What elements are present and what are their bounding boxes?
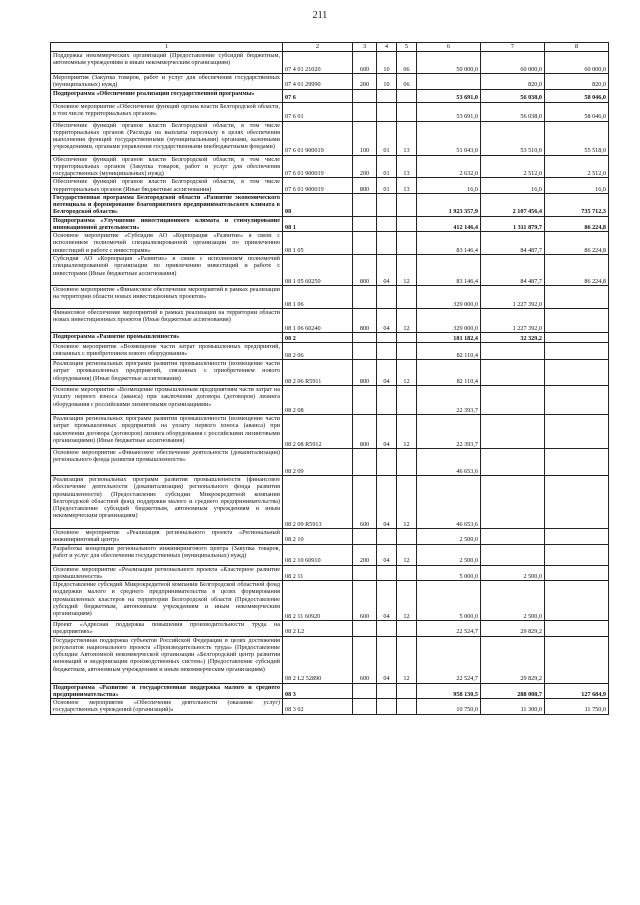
row-name: Подпрограмма «Улучшение инвестиционного климата и стимулирование инновационной деятельности» [51,216,283,232]
row-expense-type: 800 [353,360,377,386]
row-name: Финансовое обеспечение мероприятий в рамках реализации на территории области новых инвестиционных проектов (Иные бюджетные ассигнования) [51,309,283,333]
row-subsection [397,343,417,360]
row-expense-type [353,683,377,699]
row-expense-type: 800 [353,178,377,194]
row-amount-year1: 10 750,0 [417,699,481,715]
table-row [51,529,609,545]
row-amount-year3: 86 224,8 [545,255,609,286]
row-expense-type [353,621,377,637]
row-code: 07 4 01 29990 [283,74,353,90]
row-code: 07 6 01 900019 [283,121,353,155]
row-subsection [397,333,417,343]
row-amount-year1: 46 653,6 [417,449,481,476]
row-amount-year1: 83 146,4 [417,232,481,255]
row-code: 08 2 11 [283,565,353,581]
row-amount-year2: 820,0 [481,74,545,90]
row-amount-year3 [545,343,609,360]
row-name: Субсидия АО «Корпорация «Развитие» в связи с исполнением полномочий специализированной организации по привлечению инвестиций и работе с инвесторами (Иные бюджетные ассигнования) [51,255,283,286]
row-amount-year1: 82 110,4 [417,343,481,360]
row-code: 08 1 05 60250 [283,255,353,286]
row-section: 04 [377,415,397,449]
row-amount-year2 [481,386,545,415]
row-name: Основное мероприятие «Возмещение промышленным предприятиям части затрат на уплату первого взноса (аванса) при заключении договора (договоров) лизинга оборудования с российскими лизинговыми организациями» [51,386,283,415]
row-amount-year3: 127 684,9 [545,683,609,699]
row-code: 08 2 L2 52890 [283,636,353,683]
row-amount-year3: 58 046,0 [545,102,609,121]
column-header: 3 [353,43,377,52]
row-amount-year3 [545,309,609,333]
row-name: Основное мероприятие «Финансовое обеспечение мероприятий в рамках реализации на территории области новых инвестиционных проектов» [51,286,283,309]
row-amount-year3 [545,581,609,621]
row-name: Реализация региональных программ развития промышленности (финансовое обеспечение деятельности (докапитализация) регионального фонда развития промышленности) (Предоставление субсидии Микрокредитной компании Белгородской областной фонд поддержки малого и среднего предпринимательства) (Предоставление субсидий бюджетным, автономным учреждениям и иным некоммерческим организациям) [51,476,283,529]
row-section: 04 [377,581,397,621]
row-amount-year3 [545,636,609,683]
table-header-row [51,43,609,52]
table-row [51,636,609,683]
row-expense-type: 800 [353,309,377,333]
table-row [51,89,609,102]
row-name: Подпрограмма «Развитие и государственная поддержка малого и среднего предпринимательства» [51,683,283,699]
row-section: 10 [377,74,397,90]
column-header: 7 [481,43,545,52]
row-code: 08 1 05 [283,232,353,255]
row-code: 07 6 01 [283,102,353,121]
row-amount-year2: 60 000,0 [481,52,545,74]
table-row [51,102,609,121]
row-amount-year2: 53 510,0 [481,121,545,155]
row-subsection: 13 [397,178,417,194]
row-subsection: 12 [397,544,417,565]
row-code: 08 2 06 [283,343,353,360]
row-expense-type [353,286,377,309]
column-header: 8 [545,43,609,52]
row-amount-year2: 29 829,2 [481,621,545,637]
row-amount-year1: 2 500,0 [417,529,481,545]
row-name: Обеспечение функций органов власти Белгородской области, в том числе территориальных органов (Расходы на выплаты персоналу в целях обеспечения выполнения функций государственными (муниципальными) органами, казенными учреждениями, органами управления государственными внебюджетными фондами) [51,121,283,155]
row-name: Проект «Адресная поддержка повышения производительности труда на предприятиях» [51,621,283,637]
row-code: 08 2 [283,333,353,343]
row-amount-year2: 2 512,0 [481,155,545,178]
row-amount-year2 [481,529,545,545]
row-expense-type: 600 [353,476,377,529]
row-section: 04 [377,544,397,565]
row-amount-year2: 84 487,7 [481,255,545,286]
row-subsection: 06 [397,52,417,74]
table-row [51,232,609,255]
row-subsection: 12 [397,581,417,621]
row-name: Поддержка некоммерческих организаций (Предоставление субсидий бюджетным, автономным учреждениям и иным некоммерческим организациям) [51,52,283,74]
row-section [377,333,397,343]
table-row [51,178,609,194]
row-amount-year1: 50 000,0 [417,52,481,74]
row-subsection: 13 [397,155,417,178]
row-code: 08 1 06 [283,286,353,309]
row-subsection [397,89,417,102]
page-number: 211 [312,10,328,21]
row-expense-type: 800 [353,415,377,449]
table-row [51,476,609,529]
row-name: Подпрограмма «Обеспечение реализации государственной программы» [51,89,283,102]
row-expense-type: 200 [353,155,377,178]
row-subsection [397,699,417,715]
row-section: 10 [377,52,397,74]
row-amount-year3: 60 000,0 [545,52,609,74]
row-amount-year2: 56 038,0 [481,102,545,121]
row-amount-year2: 29 829,2 [481,636,545,683]
row-name: Реализация региональных программ развития промышленности (возмещение части затрат промышленных предприятий на уплату первого взноса (аванса) при заключении договора (договоров) лизинга оборудования с российскими лизинговыми организациями) (Иные бюджетные ассигнования) [51,415,283,449]
row-amount-year3 [545,286,609,309]
row-expense-type: 600 [353,581,377,621]
row-section: 04 [377,309,397,333]
row-code: 08 2 08 R5912 [283,415,353,449]
row-amount-year3 [545,333,609,343]
row-amount-year2: 1 227 392,0 [481,286,545,309]
row-amount-year2 [481,343,545,360]
row-expense-type: 100 [353,121,377,155]
row-name: Предоставление субсидий Микрокредитной компании Белгородской областной фонд поддержки малого и среднего предпринимательства в целях формирования промышленных кластеров на территории Белгородской области (Предоставление субсидий бюджетным, автономным учреждениям и иным некоммерческим организациям) [51,581,283,621]
table-row [51,121,609,155]
row-expense-type [353,449,377,476]
column-header: 2 [283,43,353,52]
row-amount-year3: 735 712,3 [545,193,609,216]
row-code: 08 1 06 60240 [283,309,353,333]
row-subsection [397,193,417,216]
row-expense-type [353,699,377,715]
row-code: 07 6 01 900019 [283,178,353,194]
row-section: 04 [377,476,397,529]
row-amount-year1: 2 500,0 [417,544,481,565]
row-amount-year2: 288 008,7 [481,683,545,699]
row-amount-year2: 56 038,0 [481,89,545,102]
row-subsection: 12 [397,636,417,683]
row-subsection: 12 [397,360,417,386]
row-subsection [397,449,417,476]
row-amount-year2: 2 500,0 [481,565,545,581]
row-amount-year1: 329 000,0 [417,309,481,333]
row-amount-year3 [545,565,609,581]
row-name: Основное мероприятие «Субсидия АО «Корпорация «Развитие» в связи с исполнением полномочий специализированной организации по привлечению инвестиций и работе с инвесторами» [51,232,283,255]
row-subsection: 13 [397,121,417,155]
row-expense-type [353,193,377,216]
row-amount-year1: 5 000,0 [417,581,481,621]
row-amount-year2: 16,0 [481,178,545,194]
row-code: 08 3 02 [283,699,353,715]
row-code: 07 4 01 21020 [283,52,353,74]
row-section [377,529,397,545]
row-expense-type [353,343,377,360]
row-amount-year3: 86 224,8 [545,232,609,255]
row-section: 01 [377,121,397,155]
row-section [377,286,397,309]
row-amount-year2 [481,415,545,449]
row-amount-year1: 2 632,0 [417,155,481,178]
column-header: 4 [377,43,397,52]
row-subsection: 06 [397,74,417,90]
table-row [51,386,609,415]
row-section [377,89,397,102]
row-name: Основное мероприятие «Реализация регионального проекта «Кластерное развитие промышленности» [51,565,283,581]
row-subsection [397,529,417,545]
row-amount-year2 [481,449,545,476]
row-amount-year3 [545,544,609,565]
row-amount-year2 [481,360,545,386]
row-amount-year1: 5 000,0 [417,565,481,581]
row-section: 04 [377,636,397,683]
table-row [51,621,609,637]
table-row [51,449,609,476]
row-expense-type [353,386,377,415]
row-expense-type: 600 [353,636,377,683]
row-section [377,621,397,637]
row-code: 08 2 10 60910 [283,544,353,565]
row-subsection [397,621,417,637]
row-amount-year3 [545,529,609,545]
row-amount-year1: 53 691,0 [417,102,481,121]
row-section [377,232,397,255]
row-subsection [397,216,417,232]
row-section [377,193,397,216]
row-code: 07 6 01 900019 [283,155,353,178]
row-amount-year2 [481,476,545,529]
row-name: Государственная программа Белгородской области «Развитие экономического потенциала и формирование благоприятного предпринимательского климата в Белгородской области» [51,193,283,216]
row-name: Разработка концепции регионального инжинирингового центра (Закупка товаров, работ и услуг для обеспечения государственных (муниципальных) нужд) [51,544,283,565]
table-row [51,333,609,343]
row-amount-year1: 16,0 [417,178,481,194]
table-row [51,309,609,333]
row-expense-type [353,102,377,121]
row-amount-year1: 1 923 357,9 [417,193,481,216]
row-amount-year3: 86 224,8 [545,216,609,232]
row-amount-year3: 11 750,0 [545,699,609,715]
row-expense-type [353,333,377,343]
table-row [51,581,609,621]
row-expense-type: 200 [353,544,377,565]
row-subsection [397,232,417,255]
row-amount-year3: 16,0 [545,178,609,194]
table-row [51,360,609,386]
row-amount-year1: 412 146,4 [417,216,481,232]
row-expense-type: 800 [353,255,377,286]
column-header: 1 [51,43,283,52]
column-header: 5 [397,43,417,52]
row-section [377,699,397,715]
row-code: 08 3 [283,683,353,699]
row-amount-year1 [417,74,481,90]
row-amount-year3: 2 512,0 [545,155,609,178]
row-subsection: 12 [397,415,417,449]
row-code: 08 [283,193,353,216]
row-code: 08 2 L2 [283,621,353,637]
table-row [51,565,609,581]
table-row [51,544,609,565]
row-section [377,216,397,232]
row-amount-year3 [545,476,609,529]
row-amount-year1: 51 043,0 [417,121,481,155]
row-name: Обеспечение функций органов власти Белгородской области, в том числе территориальных органов (Закупка товаров, работ и услуг для обеспечения государственных (муниципальных) нужд) [51,155,283,178]
row-expense-type [353,529,377,545]
table-row [51,255,609,286]
row-section [377,565,397,581]
row-code: 08 2 06 R5911 [283,360,353,386]
row-amount-year1: 22 524,7 [417,636,481,683]
row-name: Основное мероприятие «Реализация регионального проекта «Региональный инжиниринговый центр» [51,529,283,545]
row-amount-year2 [481,544,545,565]
row-name: Обеспечение функций органов власти Белгородской области, в том числе территориальных органов (Иные бюджетные ассигнования) [51,178,283,194]
row-amount-year3 [545,449,609,476]
row-section: 01 [377,178,397,194]
row-section: 04 [377,360,397,386]
column-header: 6 [417,43,481,52]
row-amount-year1: 22 393,7 [417,415,481,449]
row-section [377,386,397,415]
row-amount-year3: 820,0 [545,74,609,90]
row-code: 08 2 10 [283,529,353,545]
row-section [377,343,397,360]
row-section: 04 [377,255,397,286]
row-amount-year2: 2 107 456,4 [481,193,545,216]
row-code: 08 2 09 [283,449,353,476]
row-name: Основное мероприятие «Финансовое обеспечение деятельности (докапитализация) регионального фонда развития промышленности» [51,449,283,476]
row-amount-year1: 46 653,6 [417,476,481,529]
row-amount-year3 [545,415,609,449]
row-subsection: 12 [397,255,417,286]
row-expense-type [353,232,377,255]
table-row [51,155,609,178]
row-name: Государственная поддержка субъектов Российской Федерации в целях достижения результатов национального проекта «Производительность труда» (Предоставление субсидии Автономной некоммерческой организации «Белгородский центр развития инноваций и модернизации производственных систем») (Предоставление субсидий бюджетным, автономным учреждениям и иным некоммерческим организациям) [51,636,283,683]
row-amount-year2: 2 500,0 [481,581,545,621]
row-amount-year2: 1 311 879,7 [481,216,545,232]
row-amount-year2: 11 300,0 [481,699,545,715]
table-row [51,193,609,216]
table-row [51,415,609,449]
table-row [51,699,609,715]
row-amount-year3 [545,360,609,386]
row-amount-year3: 58 046,0 [545,89,609,102]
row-amount-year3 [545,621,609,637]
row-amount-year1: 22 393,7 [417,386,481,415]
table-row [51,216,609,232]
row-subsection [397,286,417,309]
row-amount-year2: 1 227 392,0 [481,309,545,333]
row-code: 08 2 11 60920 [283,581,353,621]
row-section [377,683,397,699]
row-name: Мероприятия (Закупка товаров, работ и услуг для обеспечения государственных (муниципальных) нужд) [51,74,283,90]
table-row [51,52,609,74]
row-section [377,102,397,121]
row-amount-year3: 55 518,0 [545,121,609,155]
row-section [377,449,397,476]
budget-table [50,42,609,715]
row-subsection [397,683,417,699]
table-row [51,683,609,699]
row-section: 01 [377,155,397,178]
row-amount-year1: 329 000,0 [417,286,481,309]
row-code: 08 1 [283,216,353,232]
table-row [51,74,609,90]
row-subsection [397,565,417,581]
row-amount-year2: 32 329,2 [481,333,545,343]
row-expense-type [353,565,377,581]
row-amount-year1: 83 146,4 [417,255,481,286]
row-expense-type: 600 [353,52,377,74]
row-amount-year3 [545,386,609,415]
table-row [51,343,609,360]
row-expense-type [353,216,377,232]
row-subsection: 12 [397,476,417,529]
row-amount-year1: 53 691,0 [417,89,481,102]
row-expense-type: 200 [353,74,377,90]
row-subsection [397,386,417,415]
row-name: Подпрограмма «Развитие промышленности» [51,333,283,343]
row-name: Основное мероприятие «Обеспечение деятельности (оказание услуг) государственных учреждений (организаций)» [51,699,283,715]
row-name: Реализация региональных программ развития промышленности (возмещение части затрат промышленных предприятий, связанных с приобретением нового оборудования) (Иные бюджетные ассигнования) [51,360,283,386]
row-amount-year1: 181 182,4 [417,333,481,343]
row-code: 08 2 08 [283,386,353,415]
row-amount-year1: 958 130,5 [417,683,481,699]
row-amount-year1: 82 110,4 [417,360,481,386]
row-code: 07 6 [283,89,353,102]
row-name: Основное мероприятие «Обеспечение функций органа власти Белгородской области, в том числе территориальных органов» [51,102,283,121]
row-subsection: 12 [397,309,417,333]
row-amount-year2: 84 487,7 [481,232,545,255]
row-amount-year1: 22 524,7 [417,621,481,637]
row-code: 08 2 09 R5913 [283,476,353,529]
row-name: Основное мероприятие «Возмещение части затрат промышленных предприятий, связанных с приобретением нового оборудования» [51,343,283,360]
row-expense-type [353,89,377,102]
row-subsection [397,102,417,121]
table-row [51,286,609,309]
